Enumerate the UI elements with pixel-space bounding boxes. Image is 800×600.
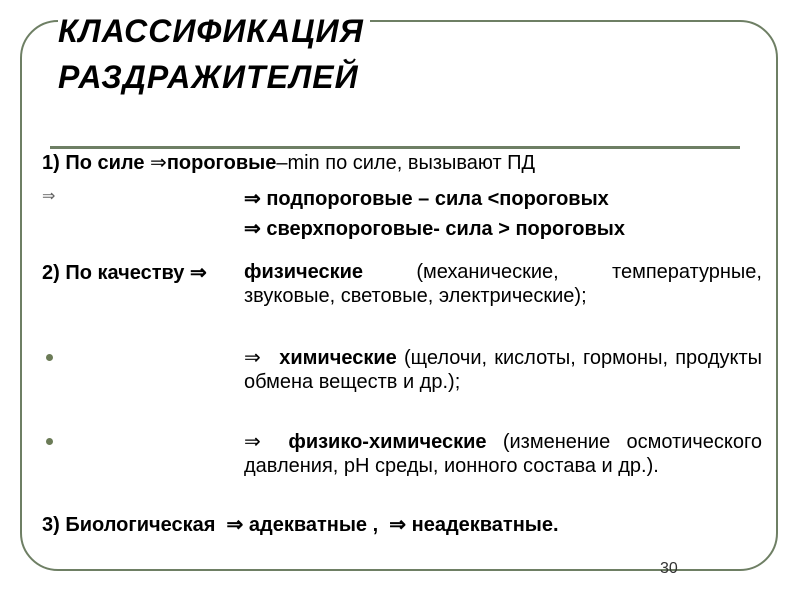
section-biological-label: 3) Биологическая <box>42 514 216 536</box>
adequate-term: адекватные , <box>248 514 379 536</box>
section-biological-line <box>42 512 559 537</box>
page-number: 30 <box>660 560 678 577</box>
suprathreshold-description: - сила > пороговых <box>433 218 625 240</box>
chemical-description: (щелочи, кислоты, гормоны, продукты обмена веществ и др.); <box>244 347 763 393</box>
title-underline <box>50 146 740 149</box>
double-arrow-icon: ⇒ <box>226 514 244 536</box>
subthreshold-description: – сила <пороговых <box>412 188 609 210</box>
double-arrow-icon: ⇒ <box>244 188 267 210</box>
double-arrow-icon: ⇒ <box>244 347 261 369</box>
chemical-term: химические <box>279 347 397 369</box>
slide-title <box>58 8 538 100</box>
title-line-1: КЛАССИФИКАЦИЯ <box>58 8 370 54</box>
threshold-description: –min по силе, вызывают ПД <box>276 152 536 174</box>
double-arrow-icon: ⇒ <box>150 152 167 174</box>
physicochemical-item <box>244 430 762 478</box>
physical-description: (механические, температурные, звуковые, световые, электрические); <box>244 261 762 307</box>
section-strength-line <box>42 150 535 175</box>
double-arrow-icon: ⇒ <box>244 431 261 453</box>
suprathreshold-line <box>244 216 625 241</box>
circle-bullet-icon <box>46 438 53 445</box>
inadequate-term: неадекватные. <box>411 514 559 536</box>
chemical-item <box>244 346 762 394</box>
physicochemical-description: (изменение осмотического давления, pH среды, ионного состава и др.). <box>244 431 763 477</box>
circle-bullet-icon <box>46 354 53 361</box>
threshold-term: пороговые <box>166 152 277 174</box>
suprathreshold-term: сверхпороговые <box>266 218 434 240</box>
section-quality-label: 2) По качеству ⇒ <box>42 262 207 284</box>
physical-item <box>244 260 762 308</box>
section-strength-label: 1) По силе <box>42 152 145 174</box>
double-arrow-icon: ⇒ <box>42 188 56 205</box>
subthreshold-term: подпороговые <box>266 188 413 210</box>
subthreshold-line <box>244 186 609 211</box>
double-arrow-icon: ⇒ <box>244 218 267 240</box>
physicochemical-term: физико-химические <box>288 431 487 453</box>
double-arrow-icon: ⇒ <box>389 514 407 536</box>
physical-term: физические <box>244 261 364 283</box>
title-line-2: РАЗДРАЖИТЕЛЕЙ <box>58 54 365 100</box>
